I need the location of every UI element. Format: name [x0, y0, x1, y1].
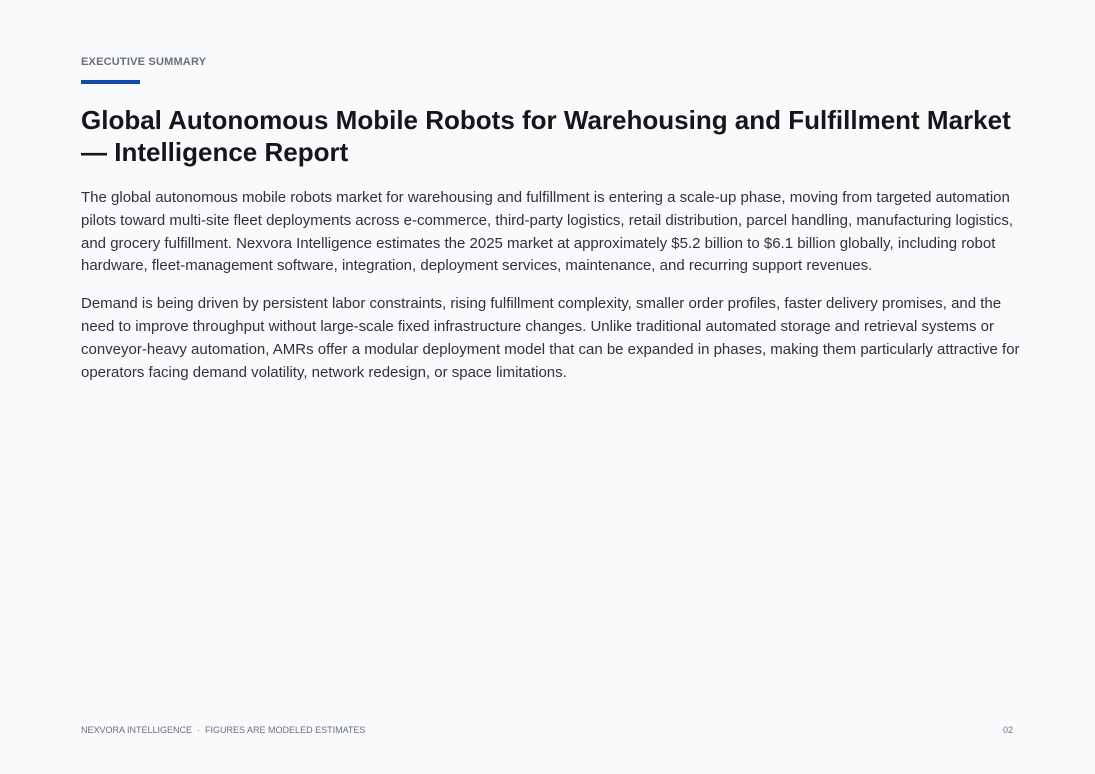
footer-separator: ·: [197, 725, 201, 735]
footer-note: [81, 725, 365, 735]
section-label: EXECUTIVE SUMMARY: [81, 56, 207, 68]
page-number: 02: [1002, 725, 1013, 735]
summary-paragraph-2: Demand is being driven by persistent labor constraints, rising fulfillment complexity, smaller order profiles, faster delivery promises, and the need to improve throughput without large-scale fixed infrastructure changes. Unlike traditional automated storage and retrieval systems or conveyor-heavy automation, AMRs offer a modular deployment model that can be expanded in phases, making them particularly attractive for operators facing demand volatility, network redesign, or space limitations.: [81, 295, 1020, 381]
summary-paragraph-1: The global autonomous mobile robots market for warehousing and fulfillment is entering a scale-up phase, moving from targeted automation pilots toward multi-site fleet deployments across e-commerce, third-party logistics, retail distribution, parcel handling, manufacturing logistics, and grocery fulfillment. Nexvora Intelligence estimates the 2025 market at approximately $5.2 billion to $6.1 billion globally, including robot hardware, fleet-management software, integration, deployment services, maintenance, and recurring support revenues.: [81, 189, 1014, 275]
summary-body: [81, 187, 1021, 399]
footer-disclaimer: FIGURES ARE MODELED ESTIMATES: [205, 725, 366, 735]
page-title: Global Autonomous Mobile Robots for Warehousing and Fulfillment Market — Intelligence Report: [81, 105, 1011, 167]
footer-brand: NEXVORA INTELLIGENCE: [81, 725, 193, 735]
accent-divider: [81, 80, 140, 84]
